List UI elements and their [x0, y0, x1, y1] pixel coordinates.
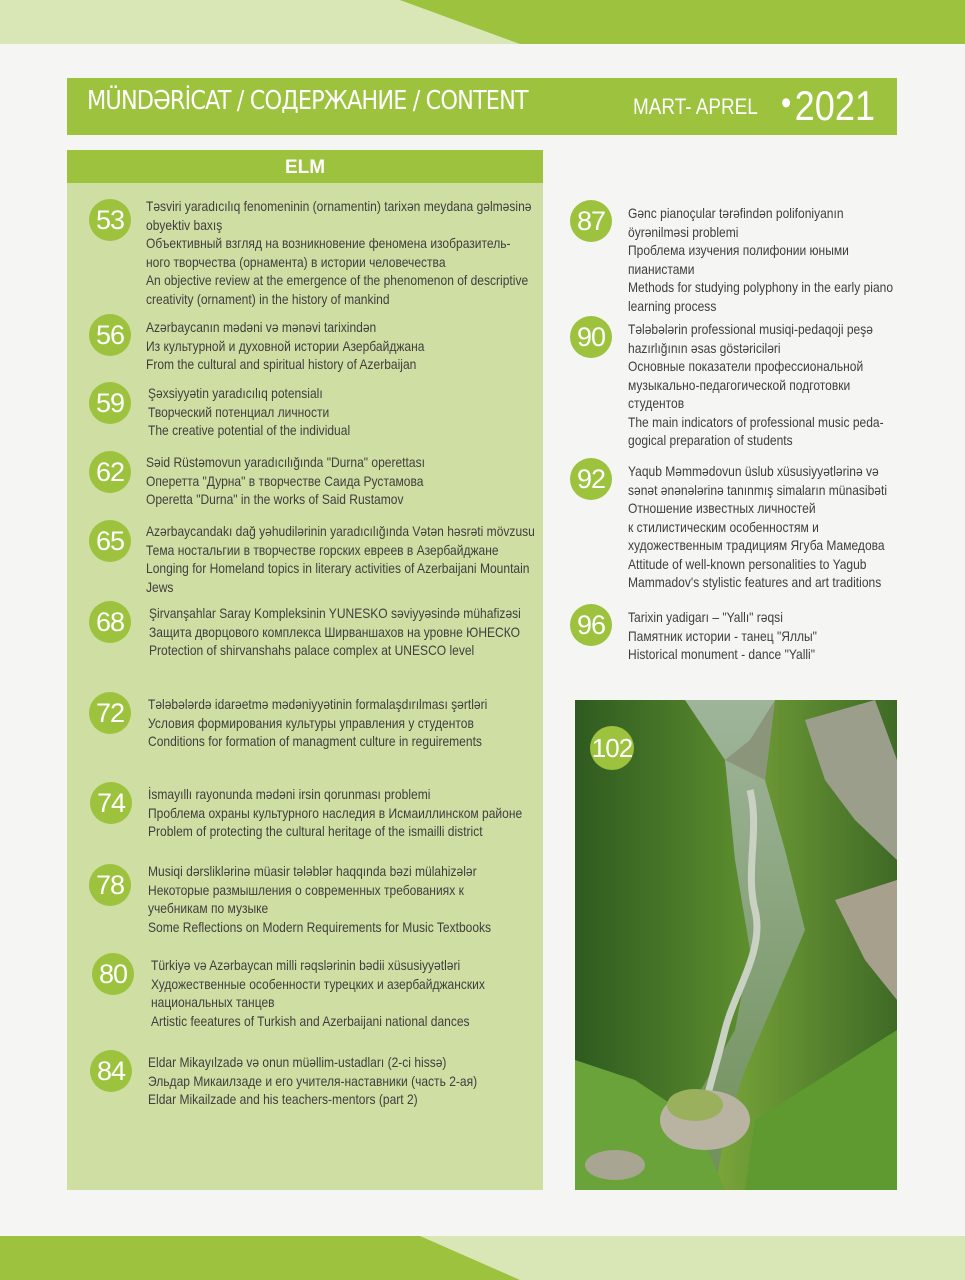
entry-line: Azərbaycanın mədəni və mənəvi tarixindən [146, 319, 377, 335]
entry-line: Eldar Mikayılzadə və onun müəllim-ustadları (2-ci hissə) [148, 1054, 447, 1070]
entry-line: Problem of protecting the cultural heritage of the ismailli district [148, 823, 483, 839]
page-badge: 72 [89, 692, 131, 734]
section-title: ELM [67, 150, 543, 183]
page-badge: 80 [92, 953, 134, 995]
entry-line: gogical preparation of students [628, 432, 793, 448]
toc-entry[interactable] [151, 956, 539, 1030]
entry-line: Yaqub Məmmədovun üslub xüsusiyyətlərinə və [628, 463, 879, 479]
entry-line: sənət ənənələrinə tanınmış simaların münasibəti [628, 481, 888, 498]
page-badge: 68 [89, 601, 131, 643]
entry-line: Памятник истории - танец "Яллы" [628, 627, 817, 644]
entry-line: Tələbələrdə idarəetmə mədəniyyətinin formalaşdırılması şərtləri [148, 696, 488, 712]
entry-line: национальных танцев [151, 994, 275, 1010]
page-badge: 53 [89, 199, 131, 241]
page-badge: 59 [89, 382, 131, 424]
entry-line: Attitude of well-known personalities to Yagub [628, 555, 867, 572]
toc-entry[interactable] [148, 695, 543, 751]
entry-line: Azərbaycandakı dağ yəhudilərinin yaradıcılığında Vətən həsrəti mövzusu [146, 523, 535, 539]
top-decorative-band [0, 0, 965, 48]
toc-entry[interactable] [148, 1053, 531, 1109]
entry-line: Jews [146, 578, 174, 595]
entry-line: öyrənilməsi problemi [628, 223, 739, 240]
toc-entry[interactable] [628, 608, 848, 664]
entry-line: Художественные особенности турецких и азербайджанских [151, 975, 485, 992]
entry-line: художественным традициям Ягуба Мамедова [628, 537, 885, 553]
entry-line: Tarixin yadigarı – "Yallı" rəqsi [628, 609, 783, 625]
toc-entry[interactable] [628, 462, 929, 592]
toc-entry[interactable] [146, 197, 594, 308]
canyon-illustration [575, 700, 897, 1190]
page-badge: 74 [90, 782, 132, 824]
toc-entry[interactable] [146, 522, 598, 596]
entry-line: Объективный взгляд на возникновение феномена изобразитель- [146, 235, 511, 251]
entry-line: Türkiyə və Azərbaycan milli rəqslərinin bədii xüsusiyyətləri [151, 957, 461, 973]
entry-line: Some Reflections on Modern Requirements for Music Textbooks [148, 918, 492, 935]
entry-line: An objective review at the emergence of the phenomenon of descriptive [146, 272, 529, 288]
toc-entry[interactable] [148, 384, 383, 440]
entry-line: Şəxsiyyətin yaradıcılıq potensialı [148, 385, 323, 401]
page-badge: 90 [570, 316, 612, 358]
header-bar [67, 78, 897, 135]
entry-line: Musiqi dərsliklərinə müasir tələblər haqqında bəzi mülahizələr [148, 863, 477, 879]
toc-entry[interactable] [148, 862, 547, 936]
entry-line: ного творчества (орнамента) в истории человечества [146, 253, 446, 270]
entry-line: Səid Rüstəmovun yaradıcılığında "Durna" operettası [146, 454, 425, 470]
entry-line: Gənc pianoçular tərəfindən polifoniyanın [628, 205, 844, 221]
entry-line: студентов [628, 395, 685, 411]
toc-entry[interactable] [146, 453, 470, 509]
entry-line: learning process [628, 297, 717, 314]
page-badge: 62 [89, 451, 131, 493]
canyon-photo [575, 700, 897, 1190]
entry-line: Оперетта "Дурна" в творчестве Саида Рустамова [146, 472, 424, 489]
entry-line: пианистами [628, 260, 695, 277]
year-text: 2021 [794, 82, 876, 129]
page-badge: 87 [570, 200, 612, 242]
entry-line: Условия формирования культуры управления у студентов [148, 714, 474, 731]
entry-line: Operetta "Durna" in the works of Said Rustamov [146, 491, 404, 507]
page-badge: 102 [590, 726, 634, 770]
entry-line: к стилистическим особенностям и [628, 518, 819, 535]
toc-entry[interactable] [628, 204, 936, 315]
entry-line: Некоторые размышления о современных требованиях к [148, 881, 464, 898]
entry-line: hazırlığının əsas göstəriciləri [628, 339, 781, 356]
entry-line: Тема ностальгии в творчестве горских евреев в Азербайджане [146, 541, 499, 558]
entry-line: Protection of shirvanshahs palace complex at UNESCO level [149, 642, 475, 658]
entry-line: Проблема изучения полифонии юными [628, 242, 849, 258]
entry-line: Eldar Mikailzade and his teachers-mentors (part 2) [148, 1091, 418, 1107]
entry-line: Təsviri yaradıcılıq fenomeninin (ornamentin) tarixən meydana gəlməsinə [146, 198, 532, 214]
entry-line: Основные показатели профессиональной [628, 358, 864, 374]
entry-line: creativity (ornament) in the history of mankind [146, 290, 390, 307]
entry-line: The main indicators of professional music peda- [628, 413, 884, 430]
entry-line: Conditions for formation of managment culture in reguirements [148, 733, 482, 749]
entry-line: The creative potential of the individual [148, 422, 351, 438]
year-bullet: • [781, 84, 792, 122]
page-badge: 92 [570, 458, 612, 500]
entry-line: Şirvanşahlar Saray Kompleksinin YUNESKO səviyyəsində mühafizəsi [149, 605, 521, 621]
bottom-decorative-band [0, 1228, 965, 1280]
entry-line: Из культурной и духовной истории Азербайджана [146, 337, 425, 354]
page-badge: 78 [89, 864, 131, 906]
entry-line: Methods for studying polyphony in the early piano [628, 279, 894, 295]
issue-year [781, 82, 875, 130]
entry-line: Mammadov's stylistic features and art traditions [628, 574, 882, 590]
entry-line: Творческий потенциал личности [148, 403, 330, 420]
toc-entry[interactable] [148, 785, 583, 841]
page-badge: 96 [570, 604, 612, 646]
entry-line: İsmayıllı rayonunda mədəni irsin qorunması problemi [148, 786, 431, 802]
page-badge: 65 [89, 520, 131, 562]
entry-line: Artistic feeatures of Turkish and Azerbaijani national dances [151, 1012, 470, 1029]
contents-title: MÜNDƏRİCAT / СОДЕРЖАНИЕ / CONTENT [87, 86, 528, 116]
toc-entry[interactable] [149, 604, 581, 660]
page-badge: 56 [89, 314, 131, 356]
entry-line: Longing for Homeland topics in literary activities of Azerbaijani Mountain [146, 560, 530, 576]
entry-line: учебникам по музыке [148, 900, 269, 916]
issue-months: MART- APREL [633, 94, 758, 119]
entry-line: Проблема охраны культурного наследия в Исмаиллинском районе [148, 804, 523, 821]
entry-line: Эльдар Микаилзаде и его учителя-наставники (часть 2-ая) [148, 1072, 478, 1089]
entry-line: Защита дворцового комплекса Ширваншахов на уровне ЮНЕСКО [149, 623, 520, 640]
toc-entry[interactable] [628, 320, 925, 450]
page-badge: 84 [90, 1050, 132, 1092]
entry-line: музыкально-педагогической подготовки [628, 376, 851, 393]
entry-line: Отношение известных личностей [628, 500, 816, 516]
entry-line: Historical monument - dance "Yalli" [628, 646, 815, 662]
entry-line: From the cultural and spiritual history of Azerbaijan [146, 356, 417, 372]
entry-line: obyektiv baxış [146, 216, 223, 233]
entry-line: Tələbələrin professional musiqi-pedaqoji peşə [628, 321, 873, 337]
toc-entry[interactable] [146, 318, 470, 374]
